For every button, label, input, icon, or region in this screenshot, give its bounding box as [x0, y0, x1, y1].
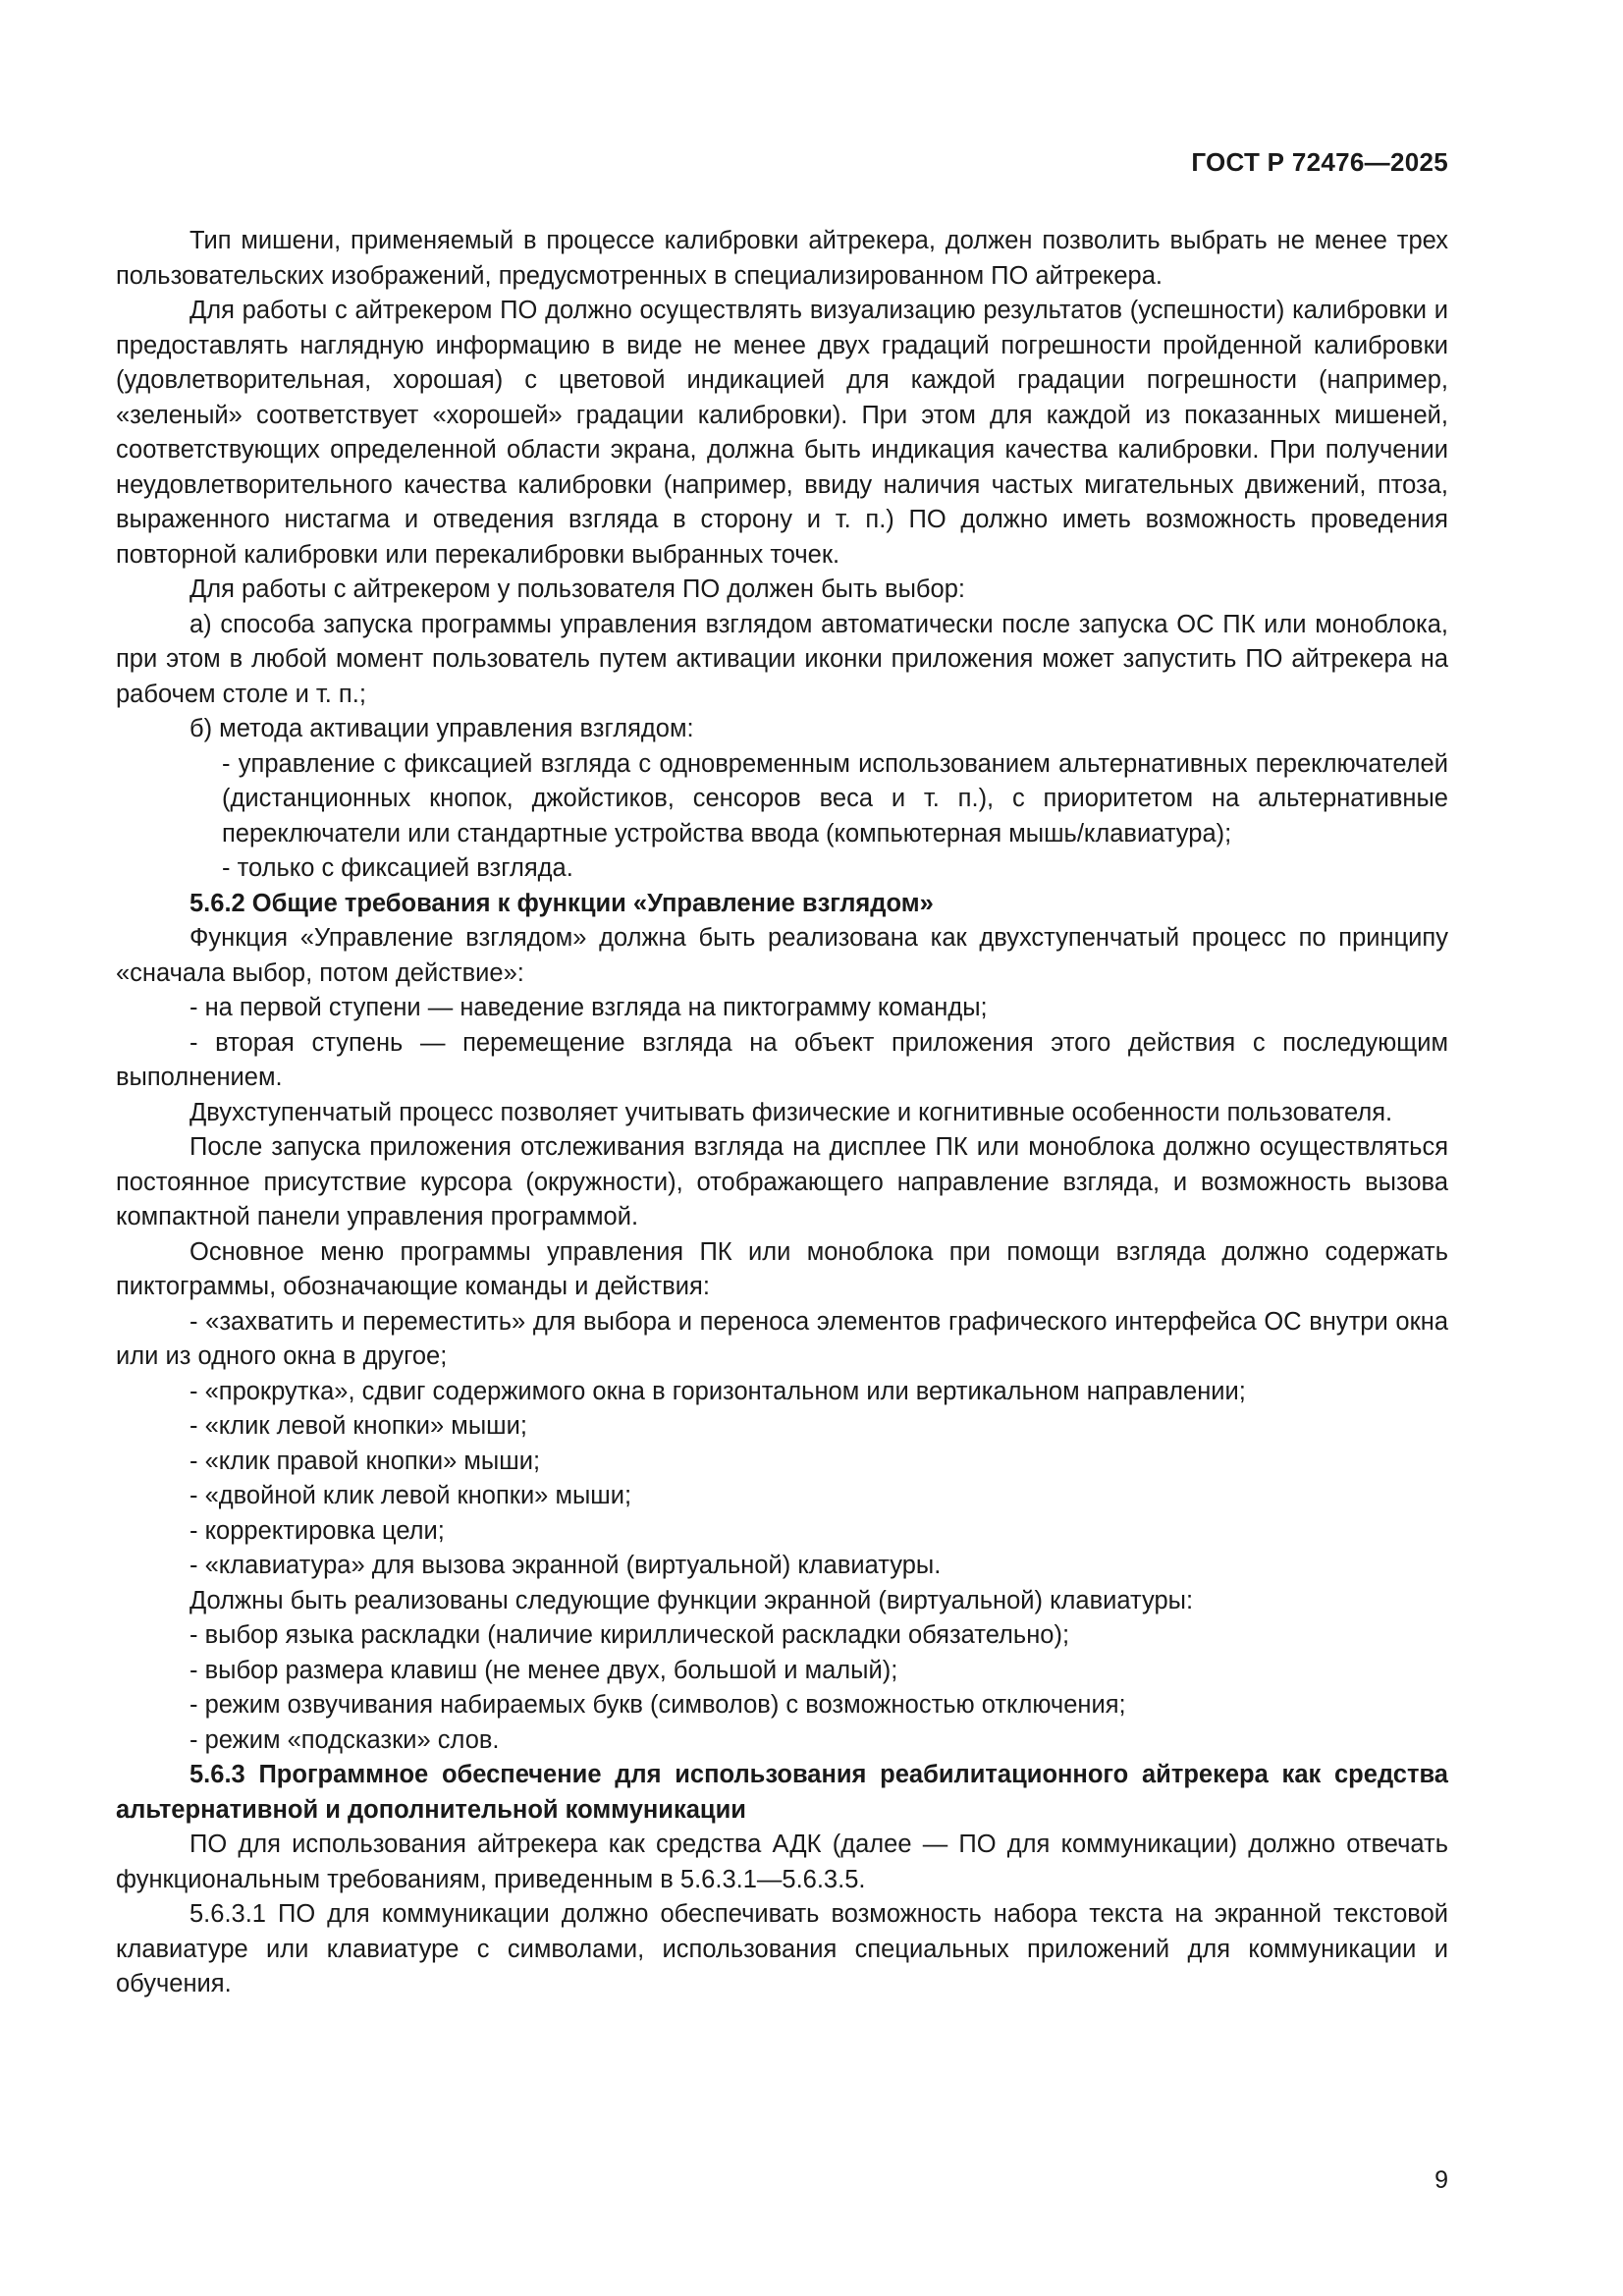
list-item: - «захватить и переместить» для выбора и переноса элементов графического интерфейса ОС внутри окна или из одного окна в другое;: [116, 1307, 1448, 1370]
list-item: - на первой ступени — наведение взгляда на пиктограмму команды;: [189, 994, 988, 1021]
paragraph: Для работы с айтрекером у пользователя ПО должен быть выбор:: [189, 575, 965, 603]
list-item: - управление с фиксацией взгляда с одновременным использованием альтернативных переключателей (дистанционных кнопок, джойстиков, сенсоров веса и т. п.), с приоритетом на альтернативные переключатели или стандартные устройства ввода (компьютерная мышь/клавиатура);: [222, 749, 1448, 847]
list-item: - вторая ступень — перемещение взгляда на объект приложения этого действия с последующим выполнением.: [116, 1028, 1448, 1091]
paragraph: Должны быть реализованы следующие функции экранной (виртуальной) клавиатуры:: [189, 1586, 1194, 1614]
list-item: а) способа запуска программы управления взглядом автоматически после запуска ОС ПК или моноблока, при этом в любой момент пользователь путем активации иконки приложения может запустить ПО айтрекера на рабочем столе и т. п.;: [116, 610, 1448, 708]
list-item: - «клик правой кнопки» мыши;: [189, 1447, 541, 1475]
paragraph: После запуска приложения отслеживания взгляда на дисплее ПК или моноблока должно осуществляться постоянное присутствие курсора (окружности), отображающего направление взгляда, и возможность вызова компактной панели управления программой.: [116, 1133, 1448, 1230]
page-number: 9: [1434, 2166, 1448, 2194]
section-heading-5-6-3: 5.6.3 Программное обеспечение для использования реабилитационного айтрекера как средства альтернативной и дополнительной коммуникации: [116, 1761, 1448, 1824]
list-item: - «прокрутка», сдвиг содержимого окна в горизонтальном или вертикальном направлении;: [189, 1377, 1246, 1405]
paragraph: Основное меню программы управления ПК или моноблока при помощи взгляда должно содержать пиктограммы, обозначающие команды и действия:: [116, 1237, 1448, 1300]
document-body: [116, 224, 1448, 2002]
list-item: - выбор языка раскладки (наличие кириллической раскладки обязательно);: [189, 1621, 1070, 1649]
paragraph: Двухступенчатый процесс позволяет учитывать физические и когнитивные особенности пользователя.: [189, 1098, 1393, 1126]
list-item: - «двойной клик левой кнопки» мыши;: [189, 1482, 632, 1509]
list-item: - режим «подсказки» слов.: [189, 1725, 500, 1754]
paragraph: Тип мишени, применяемый в процессе калибровки айтрекера, должен позволить выбрать не менее трех пользовательских изображений, предусмотренных в специализированном ПО айтрекера.: [116, 227, 1448, 290]
paragraph: ПО для использования айтрекера как средства АДК (далее — ПО для коммуникации) должно отвечать функциональным требованиям, приведенным в 5.6.3.1—5.6.3.5.: [116, 1831, 1448, 1893]
section-heading-5-6-2: 5.6.2 Общие требования к функции «Управление взглядом»: [189, 889, 934, 917]
list-item: - выбор размера клавиш (не менее двух, большой и малый);: [189, 1656, 898, 1684]
list-item: б) метода активации управления взглядом:: [189, 715, 694, 742]
list-item: - «клик левой кнопки» мыши;: [189, 1412, 527, 1440]
list-item: - корректировка цели;: [189, 1516, 445, 1545]
paragraph: Для работы с айтрекером ПО должно осуществлять визуализацию результатов (успешности) калибровки и предоставлять наглядную информацию в виде не менее двух градаций погрешности пройденной калибровки (удовлетворительная, хорошая) с цветовой индикацией для каждой градации погрешности (например, «зеленый» соответствует «хорошей» градации калибровки). При этом для каждой из показанных мишеней, соответствующих определенной области экрана, должна быть индикация качества калибровки. При получении неудовлетворительного качества калибровки (например, ввиду наличия частых мигательных движений, птоза, выраженного нистагма и отведения взгляда в сторону и т. п.) ПО должно иметь возможность проведения повторной калибровки или перекалибровки выбранных точек.: [116, 297, 1448, 569]
paragraph: Функция «Управление взглядом» должна быть реализована как двухступенчатый процесс по принципу «сначала выбор, потом действие»:: [116, 924, 1448, 987]
paragraph: 5.6.3.1 ПО для коммуникации должно обеспечивать возможность набора текста на экранной текстовой клавиатуре или клавиатуре с символами, использования специальных приложений для коммуникации и обучения.: [116, 1900, 1448, 1997]
document-page: [116, 0, 1448, 2296]
list-item: - только с фиксацией взгляда.: [222, 854, 573, 882]
list-item: - «клавиатура» для вызова экранной (виртуальной) клавиатуры.: [189, 1552, 942, 1579]
document-id-header: ГОСТ Р 72476—2025: [1191, 147, 1448, 177]
list-item: - режим озвучивания набираемых букв (символов) с возможностью отключения;: [189, 1691, 1126, 1719]
